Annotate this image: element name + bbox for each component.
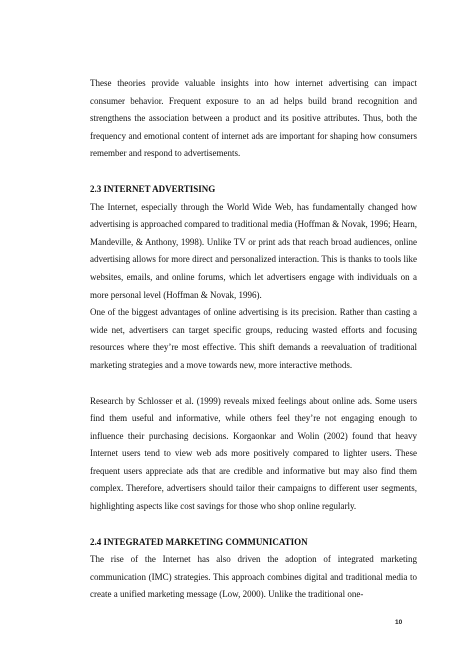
paragraph-imc-1: The rise of the Internet has also driven the adoption of integrated marketing communication (IMC) strategies. This approach combines digital and traditional media to create a unified marketing message (Low, 2000). Unlike the traditional one- [90,554,417,600]
paragraph-internet-advertising-1: The Internet, especially through the World Wide Web, has fundamentally changed how advertising is approached compared to traditional media (Hoffman & Novak, 1996; Hearn, Mandeville, & Anthony, 1998). Unlike TV or print ads that reach broad audiences, online advertising allows for more direct and personalized interaction. This is thanks to tools like websites, emails, and online forums, which let advertisers engage with individuals on a more personal level (Hoffman & Novak, 1996). [90,201,417,300]
page-number: 10 [395,619,403,626]
paragraph-internet-advertising-2: One of the biggest advantages of online advertising is its precision. Rather than casting a wide net, advertisers can target specific groups, reducing wasted efforts and focusing resources where they’re most effective. This shift demands a reevaluation of traditional marketing strategies and a move towards new, more interactive methods. [90,307,417,370]
page-content [90,75,417,604]
section-heading-2-3: 2.3 INTERNET ADVERTISING [90,183,216,194]
section-heading-2-4: 2.4 INTEGRATED MARKETING COMMUNICATION [90,536,308,547]
paragraph-internet-advertising-3: Research by Schlosser et al. (1999) reveals mixed feelings about online ads. Some users find them useful and informative, while others feel they’re not engaging enough to influence their purchasing decisions. Korgaonkar and Wolin (2002) found that heavy Internet users tend to view web ads more positively compared to lighter users. These frequent users appreciate ads that are credible and informative but may also find them complex. Therefore, advertisers should tailor their campaigns to different user segments, highlighting aspects like cost savings for those who shop online regularly. [90,395,417,512]
paragraph-intro: These theories provide valuable insights into how internet advertising can impact consumer behavior. Frequent exposure to an ad helps build brand recognition and strengthens the association between a product and its positive attributes. Thus, both the frequency and emotional content of internet ads are important for shaping how consumers remember and respond to advertisements. [90,78,417,159]
